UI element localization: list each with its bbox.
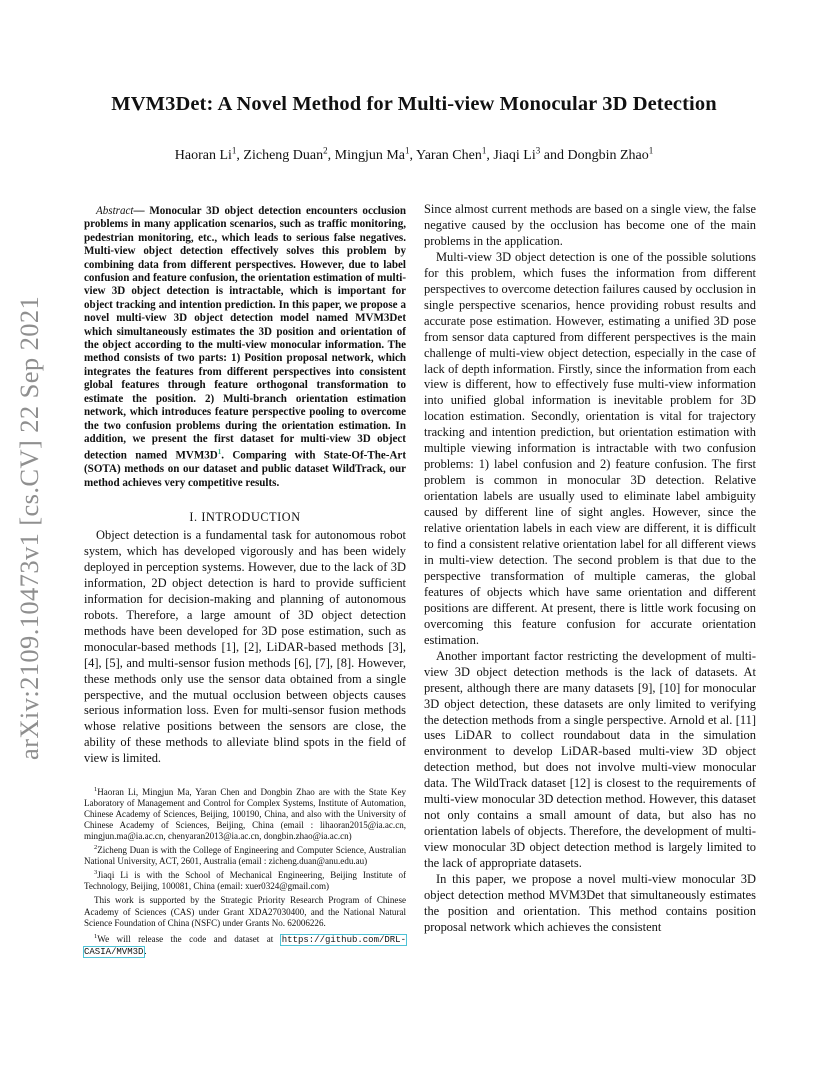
- footnote: $^3$Jiaqi Li is with the School of Mechanical Engineering, Beijing Institute of Technology, Beijing, 100081, China (email: xuer0324@gmail.com): [84, 869, 406, 892]
- intro-right-column: [424, 202, 756, 936]
- footnote: This work is supported by the Strategic Priority Research Program of Chinese Academy of Sciences (CAS) under Grant XDA27030400, and the National Natural Science Foundation of China (NSFC) under Grants No. 62006226.: [84, 895, 406, 928]
- author-list: [40, 145, 788, 164]
- abstract: Abstract— Monocular 3D object detection encounters occlusion problems in many application scenarios, such as traffic monitoring, pedestrian monitoring, etc., which leads to serious false negatives. Multi-view object detection effectively solves this problem by combining data from different perspectives. However, due to label confusion and feature confusion, the orientation estimation of multi-view 3D object detection is intractable, which is important for object tracking and intention prediction. In this paper, we propose a novel multi-view 3D object detection model named MVM3Det which simultaneously estimates the 3D position and orientation of the object according to the multi-view monocular information. The method consists of two parts: 1) Position proposal network, which integrates the features from different perspectives into consistent global features through feature orthogonal transformation to estimate the position. 2) Multi-branch orientation estimation network, which introduces feature perspective pooling to overcome the two confusion problems during the orientation estimation. In addition, we present the first dataset for multi-view 3D object detection named $MVM3D^1$. Comparing with State-Of-The-Art (SOTA) methods on our dataset and public dataset WildTrack, our method achieves very competitive results.: [84, 205, 407, 489]
- author: Mingjun Ma$^1$,: [334, 145, 416, 163]
- arxiv-watermark: arXiv:2109.10473v1 [cs.CV] 22 Sep 2021: [14, 295, 44, 760]
- footnote: $^2$Zicheng Duan is with the College of Engineering and Computer Science, Australian National University, ACT, 2601, Australia (email : zicheng.duan@anu.edu.au): [84, 844, 406, 867]
- paragraph: Since almost current methods are based on a single view, the false negative caused by the occlusion has become one of the main problems in the application.: [424, 202, 756, 248]
- release-footnote: $^1$We will release the code and dataset at https://github.com/DRL-CASIA/MVM3D.: [84, 932, 406, 957]
- paragraph: In this paper, we propose a novel multi-view monocular 3D object detection method MVM3Det that simultaneously estimates the position and orientation. This method contains position proposal network which achieves the consistent: [424, 872, 756, 934]
- author: Zicheng Duan$^2$,: [243, 145, 335, 163]
- author: Haoran Li$^1$,: [174, 145, 244, 163]
- dataset-link[interactable]: https://github.com/DRL-CASIA/MVM3D: [84, 934, 406, 957]
- footnote-ref[interactable]: 1: [217, 448, 222, 457]
- author: Dongbin Zhao$^1$: [567, 145, 654, 163]
- paragraph: Another important factor restricting the development of multi-view 3D object detection methods is the lack of datasets. At present, although there are many datasets [9], [10] for monocular 3D object detection, these datasets are only limited to verifying the detection methods from a single perspective. Arnold et al. [11] uses LiDAR to collect roundabout data in the simulation environment to develop LiDAR-based multi-view 3D object detection method, but does not involve multi-view monocular data. The WildTrack dataset [12] is closest to the requirements of multi-view monocular 3D detection method. However, this dataset not only contains a small amount of data, but also has no orientation labels of objects. Therefore, the development of multi-view monocular 3D object detection method is largely limited to the lack of appropriate datasets.: [424, 648, 756, 871]
- footnote: $^1$Haoran Li, Mingjun Ma, Yaran Chen and Dongbin Zhao are with the State Key Laboratory of Management and Control for Complex Systems, Institute of Automation, Chinese Academy of Sciences, Beijing, 100190, China, and also with the University of Chinese Academy of Sciences, Beijing, China (email : lihaoran2015@ia.ac.cn, mingjun.ma@ia.ac.cn, chenyaran2013@ia.ac.cn, dongbin.zhao@ia.ac.cn): [84, 786, 406, 842]
- footnotes: [84, 784, 406, 958]
- intro-left-column: [84, 528, 406, 767]
- abstract-label: Abstract: [96, 205, 134, 217]
- section-heading: I. INTRODUCTION: [189, 510, 301, 524]
- paper-title: MVM3Det: A Novel Method for Multi-view Monocular 3D Detection: [111, 93, 717, 115]
- author: Yaran Chen$^1$,: [416, 145, 494, 163]
- paragraph: Multi-view 3D object detection is one of the possible solutions for this problem, which fuses the information from different perspectives to overcome detection failures caused by occlusion in single perspective scenarios, hence providing robust results and accurate pose estimation. However, estimating a unified 3D pose from sensor data captured from different perspectives is the main challenge of multi-view object detection, especially in the case of lack of depth information. Firstly, since the information from each view is different, how to effectively fuse multi-view information into unified global information is inevitable problem for 3D location estimation. Secondly, orientation is vital for trajectory tracking and intention prediction, but orientation estimation with multiple viewing information is intractable with two confusion problems: 1) label confusion and 2) feature confusion. The first problem is common in monocular 3D detection. Relative orientation labels are usually used to eliminate label ambiguity caused by different line of sight angles. However, since the relative orientation labels in each view are different, it is difficult to find a consistent relative orientation label for all different views in multi-view detection. The second problem is that due to the perspective transformation of multiple cameras, the global features of objects which have same orientation and different positions are different. At present, there is little work focusing on overcoming this feature confusion for accurate orientation estimation.: [424, 249, 756, 647]
- author: Jiaqi Li$^3$ and: [493, 145, 568, 163]
- paragraph: Object detection is a fundamental task for autonomous robot system, which has developed vigorously and has been widely deployed in perception systems. However, due to the lack of 3D information, 2D object detection is hard to provide sufficient information for decision-making and planning of autonomous robots. Therefore, a large amount of 3D object detection methods have been developed for 3D pose estimation, such as monocular-based methods [1], [2], LiDAR-based methods [3], [4], [5], and multi-sensor fusion methods [6], [7], [8]. However, these methods only use the sensor data obtained from a single perspective, and the mutual occlusion between objects causes serious information loss. Even for multi-sensor fusion methods whose relative positions between the sensors are close, the ability of these methods to alleviate blind spots in the field of view is limited.: [84, 528, 406, 766]
